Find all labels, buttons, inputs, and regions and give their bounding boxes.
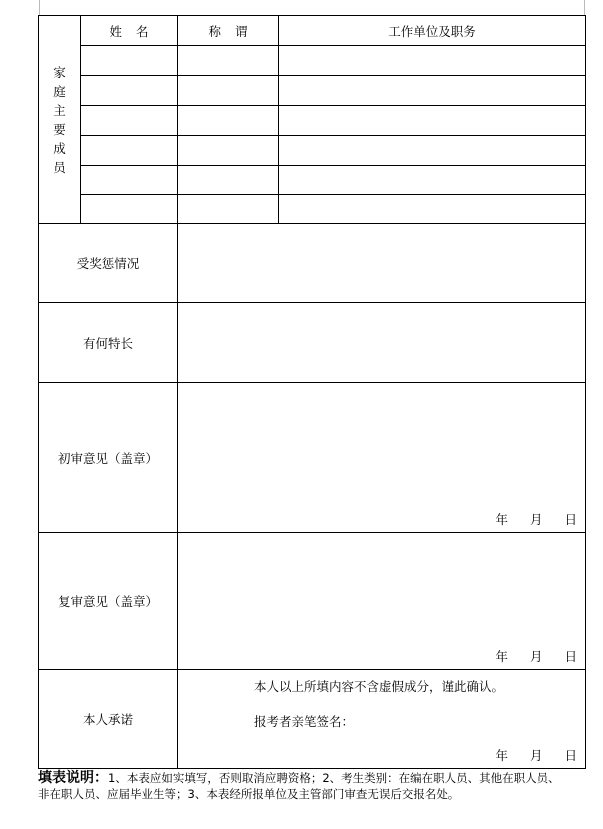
family-row (39, 46, 586, 76)
family-work-cell[interactable] (279, 166, 586, 195)
pledge-label: 本人承诺 (39, 670, 178, 769)
second-review-label: 复审意见（盖章） (39, 533, 178, 670)
family-relation-cell[interactable] (178, 166, 279, 195)
family-work-cell[interactable] (279, 106, 586, 136)
family-name-cell[interactable] (81, 106, 178, 136)
family-relation-cell[interactable] (178, 106, 279, 136)
family-relation-cell[interactable] (178, 76, 279, 106)
pledge-statement: 本人以上所填内容不含虚假成分，谨此确认。 (254, 679, 505, 694)
first-review-date: 年 月 日 (495, 512, 577, 527)
header-relation: 称谓 (178, 16, 279, 46)
family-name-cell[interactable] (81, 76, 178, 106)
family-row (39, 136, 586, 166)
family-name-cell[interactable] (81, 195, 178, 224)
header-work: 工作单位及职务 (279, 16, 586, 46)
family-work-cell[interactable] (279, 136, 586, 166)
family-row (39, 166, 586, 195)
family-name-cell[interactable] (81, 46, 178, 76)
family-row (39, 195, 586, 224)
pledge-field[interactable] (178, 670, 586, 769)
family-work-cell[interactable] (279, 46, 586, 76)
family-row (39, 106, 586, 136)
family-relation-cell[interactable] (178, 46, 279, 76)
family-row (39, 76, 586, 106)
family-work-cell[interactable] (279, 195, 586, 224)
pledge-date: 年 月 日 (495, 748, 577, 763)
signature-label: 报考者亲笔签名： (254, 714, 355, 729)
first-review-label: 初审意见（盖章） (39, 383, 178, 533)
instructions-text: 1、本表应如实填写，否则取消应聘资格；2、考生类别：在编在职人员、其他在职人员、非在职人员、应届毕业生等；3、本表经所报单位及主管部门审查无误后交报名处。 (38, 771, 560, 801)
page-corner-mark-left (30, 0, 40, 15)
header-name: 姓名 (81, 16, 178, 46)
family-name-cell[interactable] (81, 136, 178, 166)
first-review-field[interactable] (178, 383, 586, 533)
second-review-field[interactable] (178, 533, 586, 670)
form-instructions (38, 770, 568, 802)
skills-field[interactable] (178, 303, 586, 383)
awards-label: 受奖惩情况 (39, 224, 178, 303)
family-relation-cell[interactable] (178, 195, 279, 224)
awards-field[interactable] (178, 224, 586, 303)
family-name-cell[interactable] (81, 166, 178, 195)
registration-form-table (38, 15, 586, 769)
page-corner-mark-right (584, 0, 594, 15)
second-review-date: 年 月 日 (495, 649, 577, 664)
family-relation-cell[interactable] (178, 136, 279, 166)
skills-label: 有何特长 (39, 303, 178, 383)
family-work-cell[interactable] (279, 76, 586, 106)
instructions-heading: 填表说明： (38, 770, 108, 786)
family-section-label: 家 庭 主 要 成 员 (39, 16, 81, 224)
